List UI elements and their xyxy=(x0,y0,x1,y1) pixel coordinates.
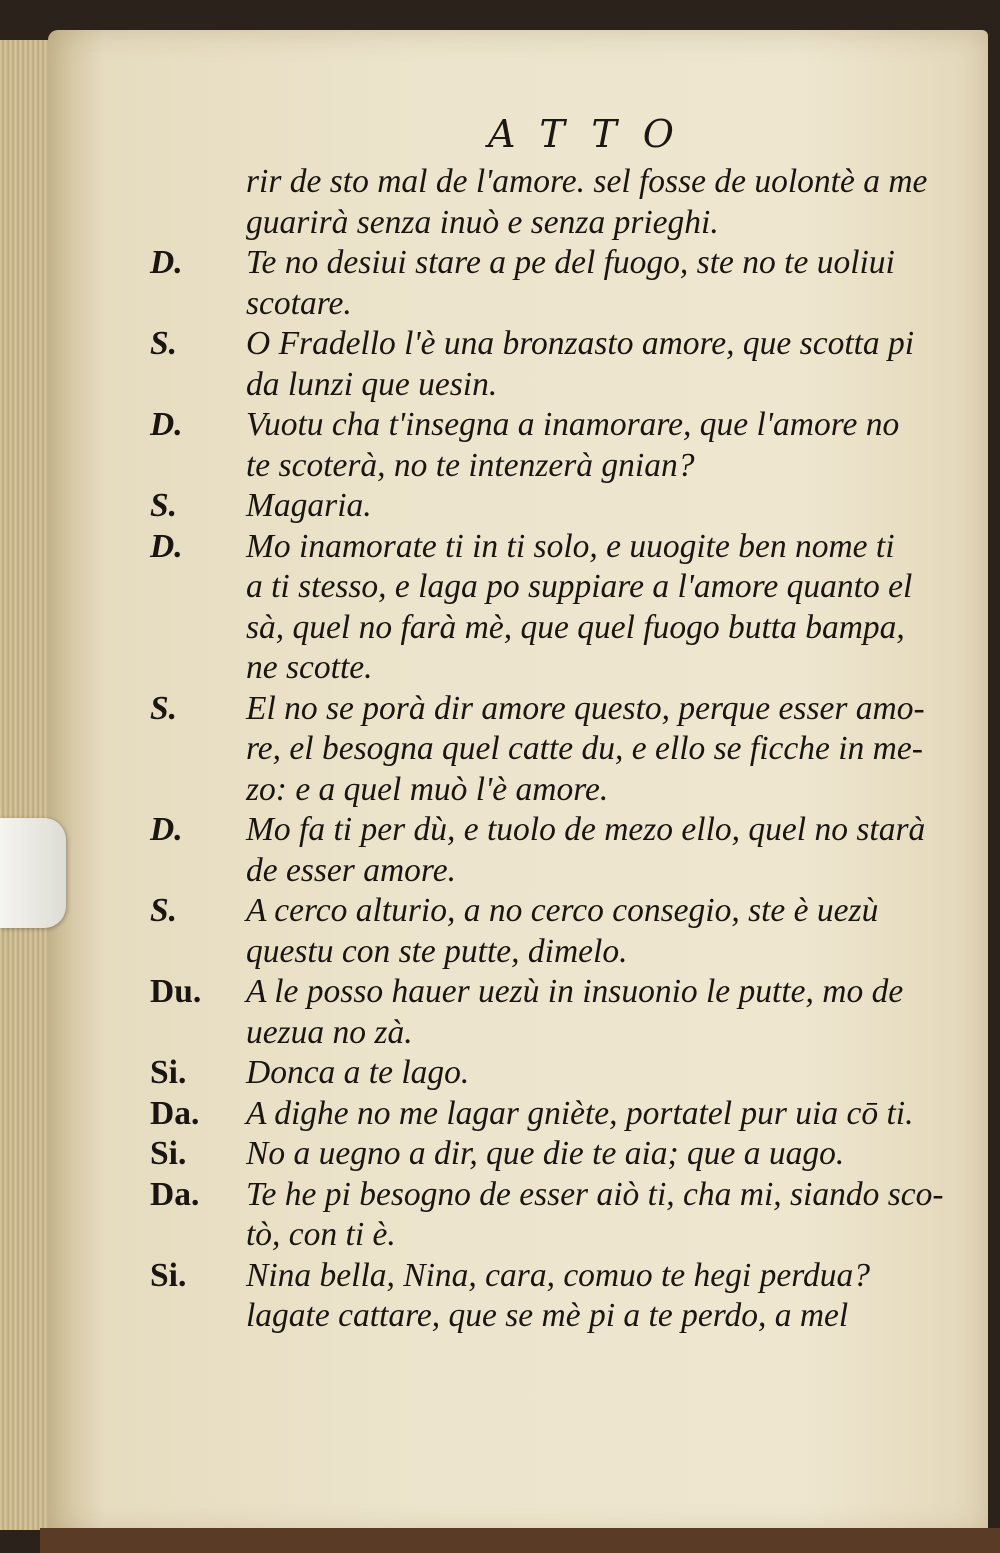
text-line xyxy=(150,891,970,932)
text-line xyxy=(150,689,970,730)
line-text: O Fradello l'è una bronzasto amore, que scotta pi xyxy=(246,325,915,362)
line-text: Vuotu cha t'insegna a inamorare, que l'amore no xyxy=(246,406,900,443)
speaker-label xyxy=(150,648,246,689)
text-line xyxy=(150,851,970,892)
speaker-label: Da. xyxy=(150,1175,200,1213)
text-line xyxy=(150,527,970,568)
speaker-label: S. xyxy=(150,892,178,929)
line-text: A cerco alturio, a no cerco consegio, ste è uezù xyxy=(246,892,879,929)
line-text: No a uegno a dir, que die te aia; que a uago. xyxy=(246,1135,845,1172)
text-line xyxy=(150,567,970,608)
text-line xyxy=(150,810,970,851)
line-text: A le posso hauer uezù in insuonio le putte, mo de xyxy=(246,973,904,1010)
speaker-label xyxy=(150,284,246,325)
text-line xyxy=(150,648,970,689)
speaker-label: Du. xyxy=(150,973,202,1010)
text-line xyxy=(150,770,970,811)
speaker-label: Si. xyxy=(150,1256,187,1294)
line-text: te scoterà, no te intenzerà gnian? xyxy=(246,446,695,484)
binding-edge xyxy=(40,1528,1000,1553)
line-text: Mo fa ti per dù, e tuolo de mezo ello, quel no starà xyxy=(246,811,926,848)
line-text: lagate cattare, que se mè pi a te perdo, a mel xyxy=(246,1297,849,1334)
speaker-label: S. xyxy=(150,325,178,362)
text-line xyxy=(150,932,970,973)
speaker-label: Si. xyxy=(150,1054,187,1091)
line-text: de esser amore. xyxy=(246,851,456,889)
text-line xyxy=(150,365,970,406)
text-line xyxy=(150,1175,970,1216)
text-line xyxy=(150,729,970,770)
text-line xyxy=(150,486,970,527)
text-line xyxy=(150,1053,970,1094)
line-text: uezua no zà. xyxy=(246,1013,413,1051)
speaker-label xyxy=(150,608,246,649)
line-text: a ti stesso, e laga po suppiare a l'amore quanto el xyxy=(246,568,913,605)
text-line xyxy=(150,405,970,446)
line-text: da lunzi que uesin. xyxy=(246,365,498,403)
line-text: ne scotte. xyxy=(246,649,373,686)
speaker-label xyxy=(150,203,246,244)
bookmark-tab xyxy=(0,818,66,928)
text-line xyxy=(150,1296,970,1337)
text-line xyxy=(150,1215,970,1256)
text-line xyxy=(150,608,970,649)
speaker-label xyxy=(150,567,246,608)
text-line xyxy=(150,446,970,487)
speaker-label xyxy=(150,162,246,203)
line-text: sà, quel no farà mè, que quel fuogo butta bampa, xyxy=(246,608,905,646)
line-text: rir de sto mal de l'amore. sel fosse de uolontè a me xyxy=(246,163,928,200)
line-text: questu con ste putte, dimelo. xyxy=(246,932,628,970)
line-text: tò, con ti è. xyxy=(246,1216,396,1253)
speaker-label xyxy=(150,365,246,406)
speaker-label xyxy=(150,770,246,811)
line-text: Magaria. xyxy=(246,487,372,524)
speaker-label xyxy=(150,851,246,892)
text-line xyxy=(150,1094,970,1135)
speaker-label: D. xyxy=(150,406,183,443)
dialogue-text xyxy=(150,162,970,1337)
line-text: scotare. xyxy=(246,284,352,322)
speaker-label xyxy=(150,1296,246,1337)
text-line xyxy=(150,284,970,325)
line-text: Mo inamorate ti in ti solo, e uuogite ben nome ti xyxy=(246,527,895,565)
line-text: guarirà senza inuò e senza prieghi. xyxy=(246,203,719,241)
text-line xyxy=(150,243,970,284)
speaker-label: D. xyxy=(150,811,183,848)
speaker-label xyxy=(150,729,246,770)
line-text: Donca a te lago. xyxy=(246,1054,470,1091)
line-text: Te he pi besogno de esser aiò ti, cha mi, siando sco- xyxy=(246,1175,944,1213)
line-text: re, el besogna quel catte du, e ello se ficche in me- xyxy=(246,730,923,767)
speaker-label xyxy=(150,1013,246,1054)
text-line xyxy=(150,203,970,244)
speaker-label xyxy=(150,446,246,487)
speaker-label xyxy=(150,1215,246,1256)
speaker-label: Si. xyxy=(150,1135,187,1172)
speaker-label: Da. xyxy=(150,1094,200,1132)
speaker-label: S. xyxy=(150,689,178,727)
text-line xyxy=(150,324,970,365)
text-line xyxy=(150,1256,970,1297)
line-text: Te no desiui stare a pe del fuogo, ste no te uoliui xyxy=(246,244,895,281)
speaker-label: S. xyxy=(150,487,178,524)
text-line xyxy=(150,1013,970,1054)
line-text: Nina bella, Nina, cara, comuo te hegi perdua? xyxy=(246,1256,871,1294)
line-text: El no se porà dir amore questo, perque esser amo- xyxy=(246,689,925,727)
text-line xyxy=(150,972,970,1013)
line-text: A dighe no me lagar gniète, portatel pur uia cō ti. xyxy=(246,1094,914,1132)
text-line xyxy=(150,1134,970,1175)
running-head: ATTO xyxy=(488,112,700,156)
text-line xyxy=(150,162,970,203)
line-text: zo: e a quel muò l'è amore. xyxy=(246,770,609,808)
speaker-label: D. xyxy=(150,527,183,565)
speaker-label: D. xyxy=(150,244,183,281)
speaker-label xyxy=(150,932,246,973)
